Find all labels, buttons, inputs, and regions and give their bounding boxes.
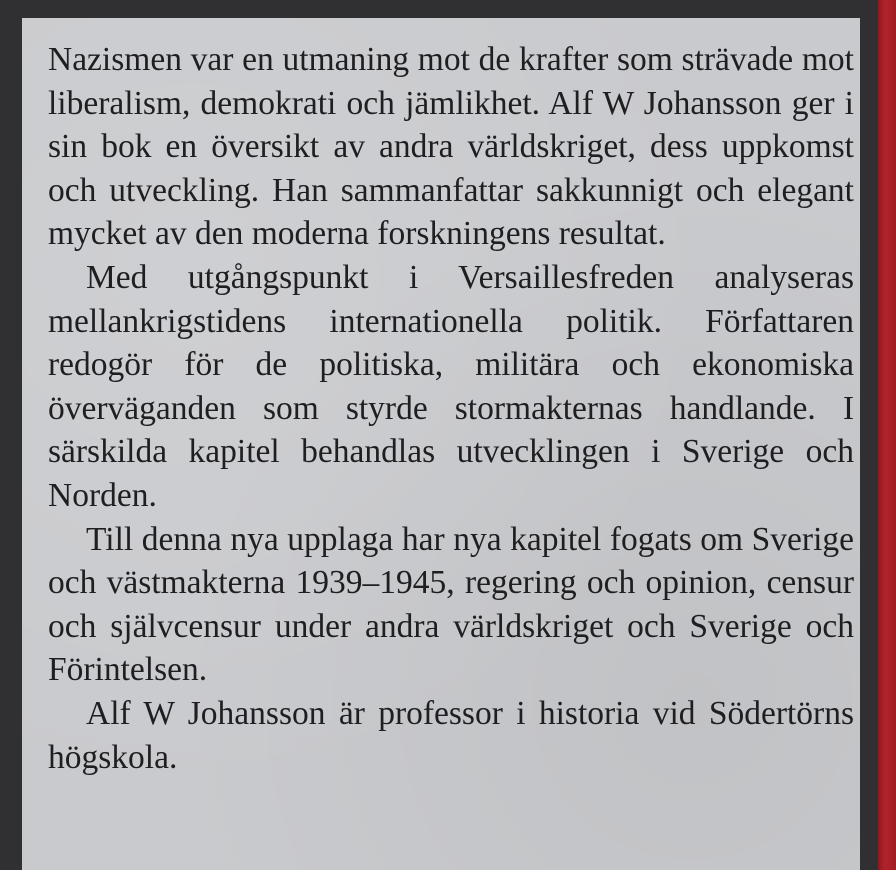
blurb-paragraph-2: Med utgångspunkt i Versaillesfreden analyseras mellankrigstidens internationella politik. Författaren redogör för de politiska, militära och ekonomiska överväganden som styrde stormakternas handlande. I särskilda kapitel behandlas utvecklingen i Sverige och Norden. (48, 258, 854, 514)
red-spine-strip (878, 0, 896, 870)
back-cover-text-panel (22, 18, 860, 870)
author-bio-paragraph: Alf W Johansson är professor i historia vid Södertörns högskola. (48, 694, 854, 776)
blurb-text (48, 38, 854, 779)
blurb-paragraph-1: Nazismen var en utmaning mot de krafter som strävade mot liberalism, demokrati och jämlikhet. Alf W Johansson ger i sin bok en översikt av andra världskriget, dess uppkomst och utveckling. Han sammanfattar sakkunnigt och elegant mycket av den moderna forskningens resultat. (48, 41, 854, 253)
blurb-paragraph-3: Till denna nya upplaga har nya kapitel fogats om Sverige och västmakterna 1939–1945, regering och opinion, censur och självcensur under andra världskriget och Sverige och Förintelsen. (48, 520, 854, 689)
